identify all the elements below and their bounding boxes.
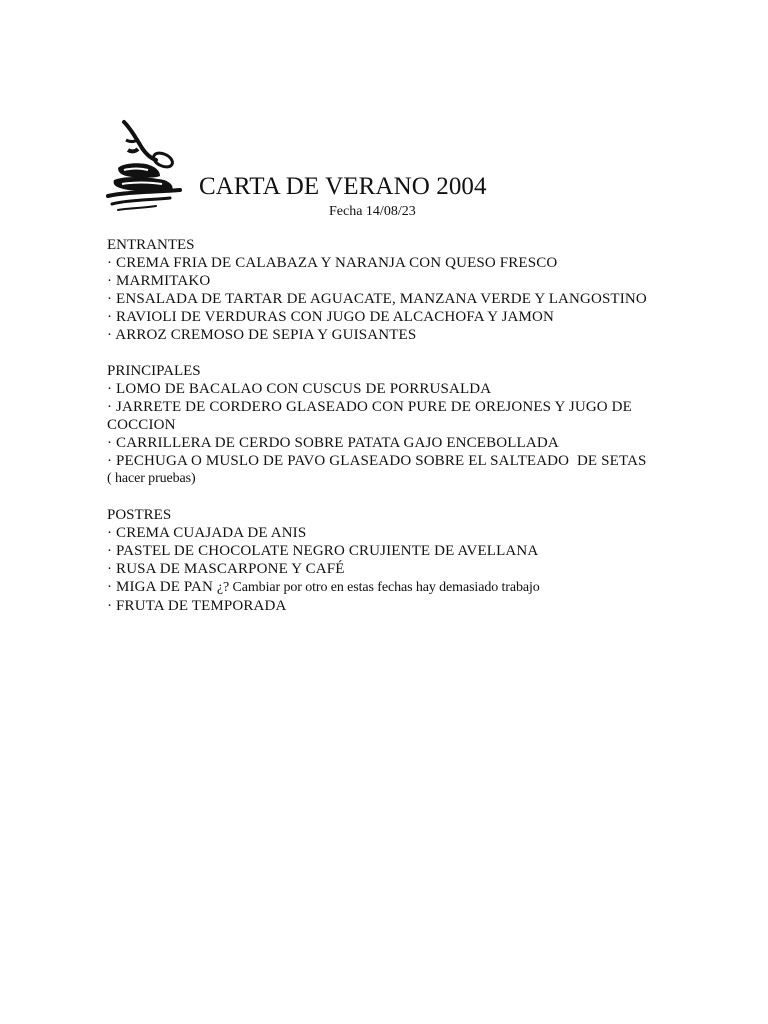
- list-item: [107, 380, 667, 398]
- item-text: CREMA CUAJADA DE ANIS: [116, 525, 307, 541]
- list-item: [107, 524, 667, 542]
- bullet: ·: [107, 453, 117, 469]
- section-heading: ENTRANTES: [107, 237, 195, 253]
- list-item: [107, 326, 667, 344]
- list-item: [107, 452, 667, 470]
- item-text: RAVIOLI DE VERDURAS CON JUGO DE ALCACHOFA Y JAMON: [116, 309, 554, 325]
- item-note: ( hacer pruebas): [107, 471, 196, 486]
- bullet: ·: [107, 291, 117, 307]
- list-item: [107, 272, 667, 290]
- bullet: ·: [107, 525, 117, 541]
- item-text: CARRILLERA DE CERDO SOBRE PATATA GAJO ENCEBOLLADA: [116, 435, 559, 451]
- item-text: RUSA DE MASCARPONE Y CAFÉ: [116, 561, 345, 577]
- bullet: ·: [107, 381, 117, 397]
- list-item: [107, 542, 667, 560]
- section-principales: [107, 362, 667, 488]
- section-entrantes: [107, 236, 667, 344]
- bullet: ·: [107, 561, 117, 577]
- menu-date: Fecha 14/08/23: [329, 204, 416, 219]
- list-item: [107, 560, 667, 578]
- list-item: [107, 290, 667, 308]
- list-item: [107, 398, 667, 434]
- bullet: ·: [107, 579, 117, 595]
- bullet: ·: [107, 327, 116, 343]
- item-text: FRUTA DE TEMPORADA: [116, 598, 287, 614]
- chef-spoon-pot-logo: [104, 118, 184, 216]
- section-postres: [107, 506, 667, 615]
- bullet: ·: [107, 255, 117, 271]
- menu-title: CARTA DE VERANO 2004: [199, 173, 487, 200]
- list-item: [107, 597, 667, 615]
- list-item: [107, 578, 667, 597]
- item-text: LOMO DE BACALAO CON CUSCUS DE PORRUSALDA: [116, 381, 492, 397]
- list-item: [107, 308, 667, 326]
- item-text: ARROZ CREMOSO DE SEPIA Y GUISANTES: [115, 327, 417, 343]
- item-text: PECHUGA O MUSLO DE PAVO GLASEADO SOBRE EL SALTEADO DE SETAS: [116, 453, 647, 469]
- section-heading: POSTRES: [107, 507, 172, 523]
- bullet: ·: [107, 399, 117, 415]
- bullet: ·: [107, 435, 117, 451]
- menu-body: [107, 236, 667, 633]
- item-note: ¿? Cambiar por otro en estas fechas hay demasiado trabajo: [216, 580, 540, 595]
- list-item: [107, 254, 667, 272]
- item-text: PASTEL DE CHOCOLATE NEGRO CRUJIENTE DE AVELLANA: [116, 543, 539, 559]
- section-heading: PRINCIPALES: [107, 363, 201, 379]
- item-text: CREMA FRIA DE CALABAZA Y NARANJA CON QUESO FRESCO: [116, 255, 558, 271]
- bullet: ·: [107, 273, 117, 289]
- bullet: ·: [107, 543, 117, 559]
- item-text: MARMITAKO: [116, 273, 211, 289]
- item-text: ENSALADA DE TARTAR DE AGUACATE, MANZANA VERDE Y LANGOSTINO: [116, 291, 647, 307]
- item-text: MIGA DE PAN: [116, 579, 213, 595]
- list-item: [107, 434, 667, 452]
- bullet: ·: [107, 598, 117, 614]
- bullet: ·: [107, 309, 117, 325]
- item-text: JARRETE DE CORDERO GLASEADO CON PURE DE OREJONES Y JUGO DE COCCION: [107, 399, 632, 433]
